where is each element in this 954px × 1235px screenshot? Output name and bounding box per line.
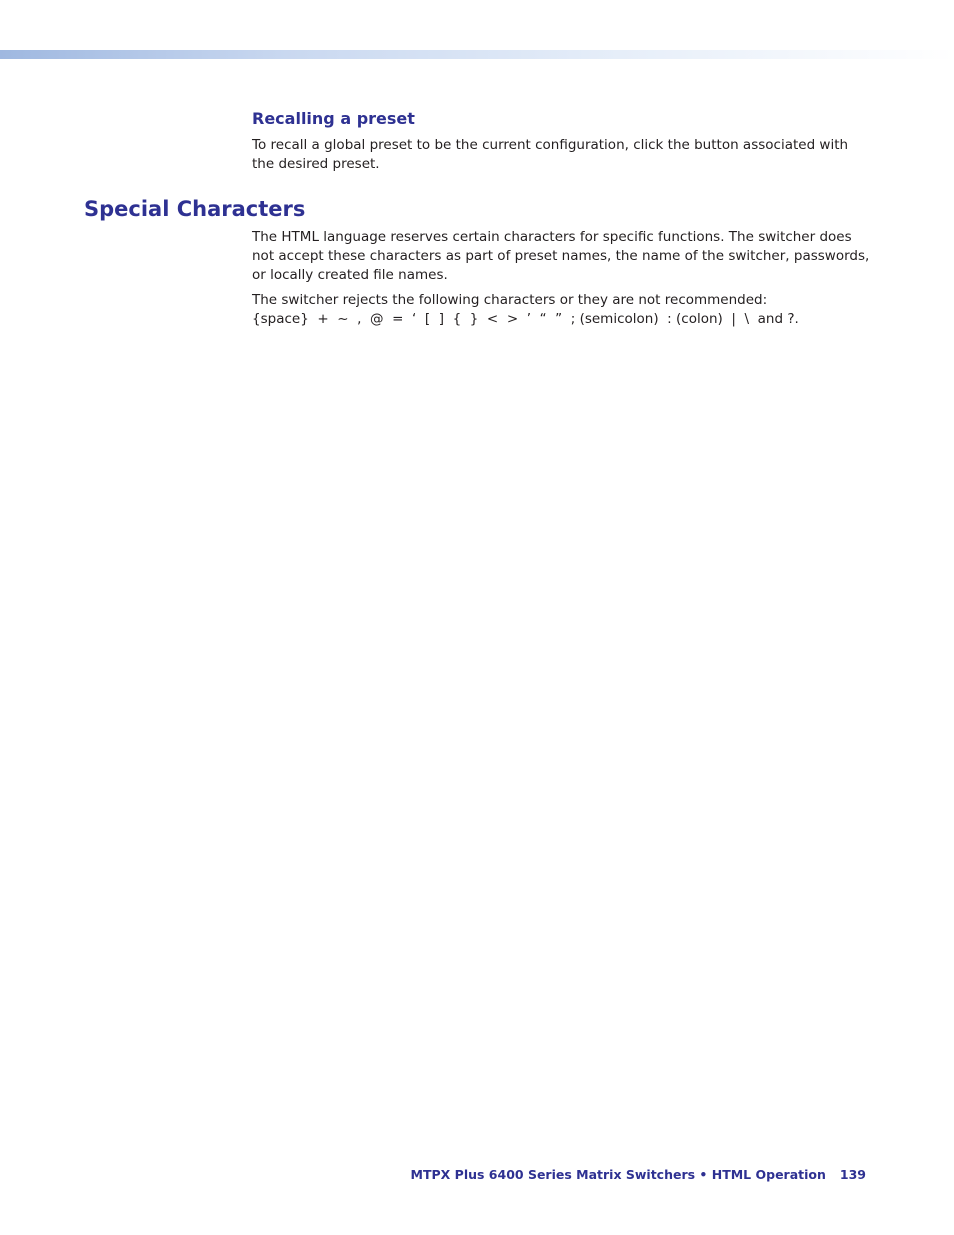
rejected-characters-list: {space} + ~ , @ = ‘ [ ] { } < > ’ “ ” ; (semicolon) : (colon) | \ and ?. — [252, 311, 799, 327]
reserved-characters-paragraph: The HTML language reserves certain characters for specific functions. The switcher does not accept these characters as part of preset names, the name of the switcher, passwords, or locally created file names. — [252, 229, 870, 283]
header-rule — [0, 50, 954, 59]
recall-preset-paragraph: To recall a global preset to be the current configuration, click the button associated with the desired preset. — [252, 137, 849, 172]
rejected-characters-block — [252, 291, 872, 329]
footer-doc-title: MTPX Plus 6400 Series Matrix Switchers • HTML Operation — [410, 1167, 826, 1182]
page-footer — [411, 1166, 866, 1184]
page-number: 139 — [839, 1167, 866, 1182]
rejected-characters-intro: The switcher rejects the following characters or they are not recommended: — [252, 292, 768, 308]
section-heading: Special Characters — [84, 197, 306, 221]
subsection-heading: Recalling a preset — [252, 109, 415, 128]
